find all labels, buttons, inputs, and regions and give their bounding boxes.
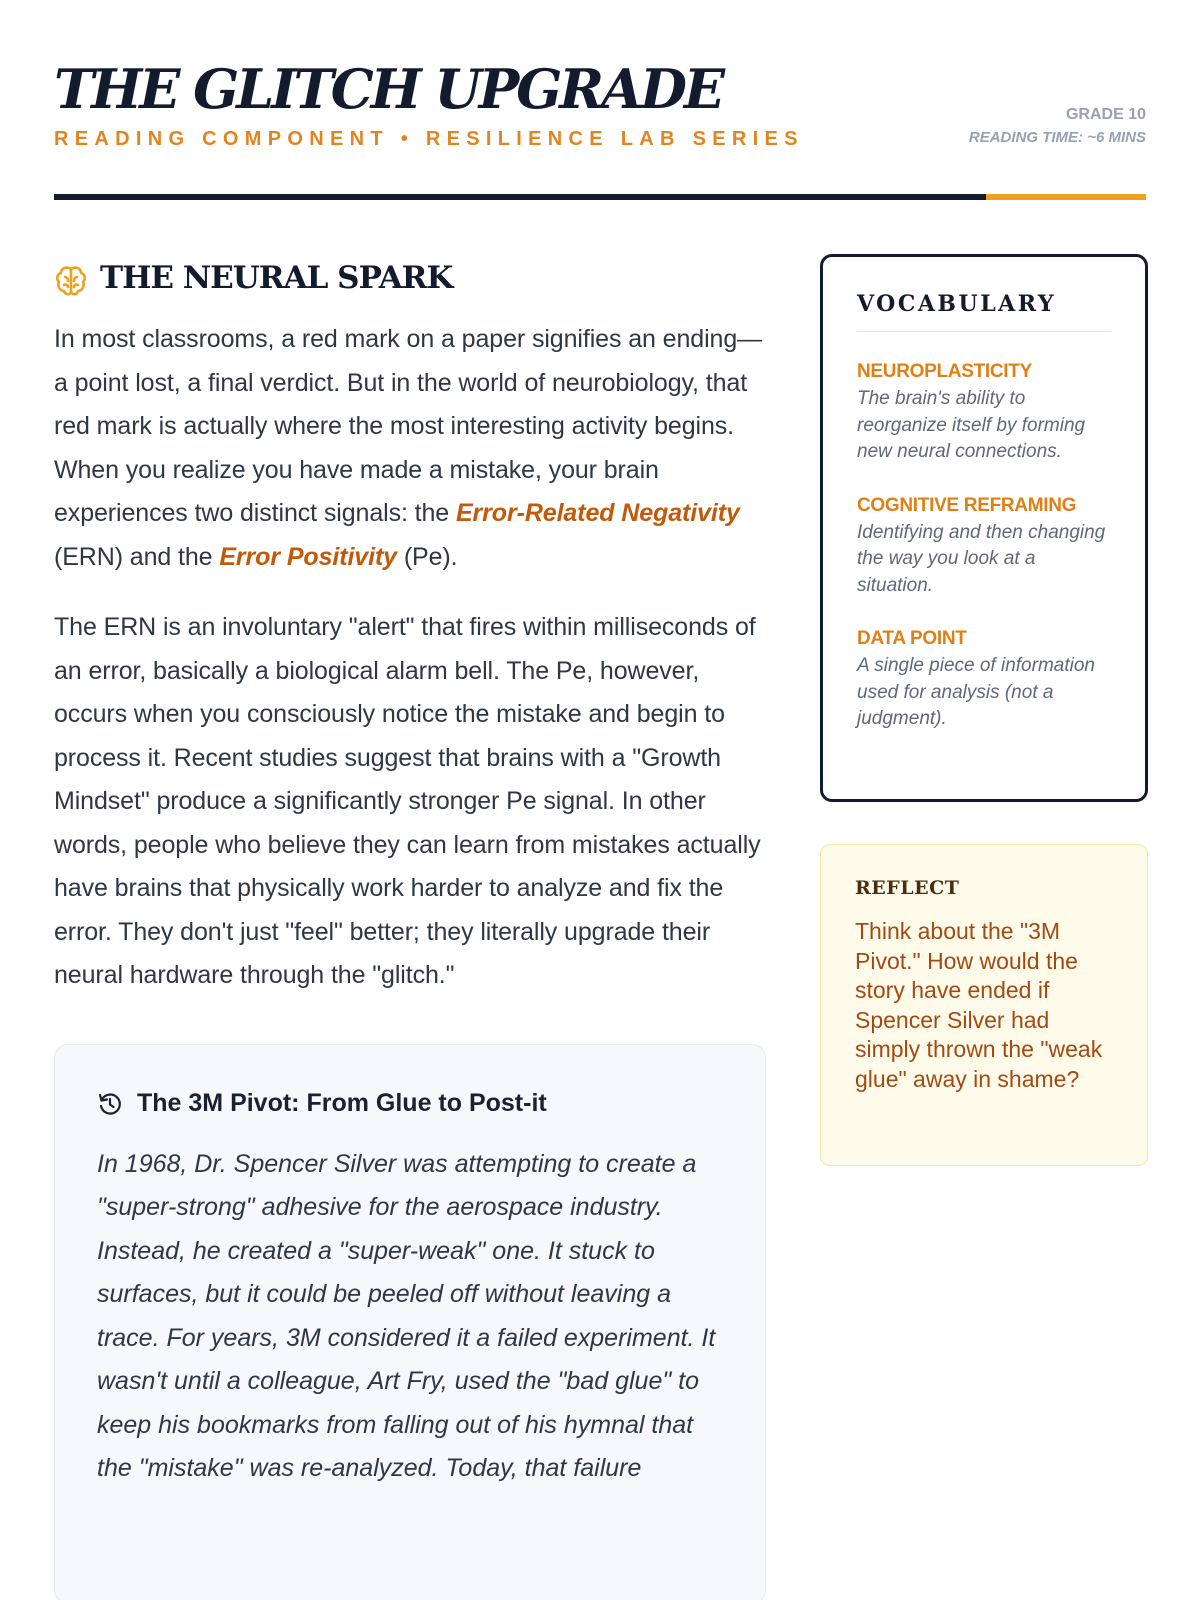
sidebar	[820, 254, 1148, 1166]
page-title: THE GLITCH UPGRADE	[54, 57, 723, 121]
case-study-heading	[97, 1089, 723, 1125]
case-study-text: In 1968, Dr. Spencer Silver was attempting to create a "super-strong" adhesive for the aerospace industry. Instead, he created a "super-weak" one. It stuck to surfaces, but it could be peeled off without leaving a trace. For years, 3M considered it a failed experiment. It wasn't until a colleague, Art Fry, used the "bad glue" to keep his bookmarks from falling out of his hymnal that the "mistake" was re-analyzed. Today, that failure	[97, 1149, 716, 1482]
paragraph-text: (ERN) and the	[54, 542, 220, 571]
paragraph-ern-pe: The ERN is an involuntary "alert" that fires within milliseconds of an error, basically a biological alarm bell. The Pe, however, occurs when you consciously notice the mistake and begin to process it. Recent studies suggest that brains with a "Growth Mindset" produce a significantly stronger Pe signal. In other words, people who believe they can learn from mistakes actually have brains that physically work harder to analyze and fix the error. They don't just "feel" better; they literally upgrade their neural hardware through the "glitch."	[54, 613, 761, 989]
section-heading	[54, 256, 766, 300]
paragraph-text: In most classrooms, a red mark on a paper signifies an ending—a point lost, a final verdict. But in the world of neurobiology, that red mark is actually where the most interesting activity begins. When you realize you have made a mistake, your brain experiences two distinct signals: the	[54, 325, 763, 527]
paragraph-text: (Pe).	[396, 542, 458, 571]
paragraph-neural-spark	[54, 318, 766, 579]
vocabulary-term: NEUROPLASTICITY	[857, 361, 1032, 382]
key-term-ern: Error-Related Negativity	[455, 499, 740, 527]
reflect-box	[820, 844, 1148, 1166]
header-divider-accent	[986, 194, 1146, 200]
vocabulary-title: VOCABULARY	[857, 291, 1111, 332]
reading-meta	[969, 104, 1146, 150]
case-study-box	[54, 1044, 766, 1600]
vocabulary-definition: Identifying and then changing the way you look at a situation.	[857, 521, 1106, 596]
vocabulary-term: DATA POINT	[857, 628, 967, 649]
vocabulary-definition: The brain's ability to reorganize itself by forming new neural connections.	[857, 388, 1086, 462]
key-term-pe: Error Positivity	[219, 542, 397, 571]
series-subtitle: READING COMPONENT • RESILIENCE LAB SERIES	[54, 128, 804, 150]
grade-label: GRADE 10	[1065, 106, 1146, 123]
page-header	[54, 0, 1146, 200]
vocabulary-item	[857, 494, 1111, 600]
case-study-title: The 3M Pivot: From Glue to Post-it	[137, 1088, 547, 1117]
vocabulary-box	[820, 254, 1148, 802]
main-column	[54, 200, 766, 1600]
vocabulary-definition: A single piece of information used for analysis (not a judgment).	[857, 655, 1095, 729]
brain-icon	[54, 264, 88, 298]
reflect-prompt: Think about the "3M Pivot." How would the story have ended if Spencer Silver had simply thrown the "weak glue" away in shame?	[855, 918, 1103, 1092]
section-title: THE NEURAL SPARK	[100, 260, 453, 296]
vocabulary-term: COGNITIVE REFRAMING	[857, 494, 1077, 516]
vocabulary-item	[857, 627, 1111, 733]
history-icon	[97, 1091, 123, 1117]
reflect-title: REFLECT	[855, 877, 960, 899]
vocabulary-item	[857, 360, 1111, 466]
reading-time-label: READING TIME: ~6 MINS	[968, 129, 1146, 146]
